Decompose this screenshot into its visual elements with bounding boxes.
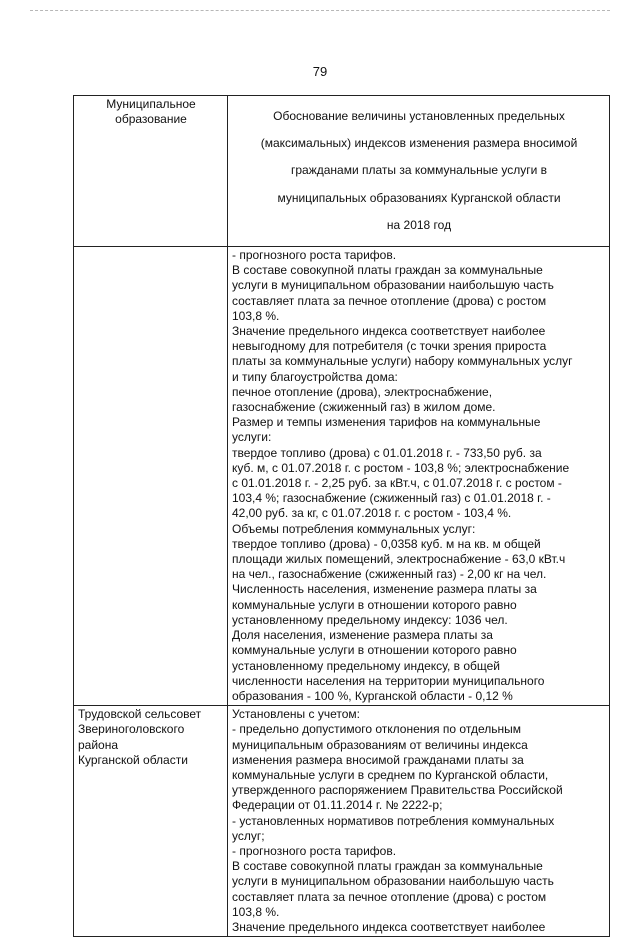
justification-cell [228, 247, 610, 706]
text-line: Звериноголовского [78, 722, 185, 737]
table-row [74, 706, 610, 937]
text-line: установленному предельному индексу: 1036 чел. [232, 612, 508, 627]
tariff-index-table [73, 95, 610, 937]
text-line: утвержденного распоряжением Правительства Российской [232, 783, 563, 798]
text-line: образования - 100 %, Курганской области - 0,12 % [232, 688, 513, 703]
text-line: с 01.01.2018 г. - 2,25 руб. за кВт.ч, с 01.07.2018 г. с ростом - [232, 476, 562, 491]
text-line: куб. м, с 01.07.2018 г. с ростом - 103,8 %; электроснабжение [232, 460, 570, 475]
page-number: 79 [312, 64, 328, 79]
scan-artifact-line [30, 10, 610, 15]
text-line: услуги: [232, 430, 272, 445]
text-line: Курганской области [78, 752, 188, 767]
text-line: на чел., газоснабжение (сжиженный газ) - 2,00 кг на чел. [232, 567, 547, 582]
text-line: коммунальные услуги в отношении которого равно [232, 597, 517, 612]
text-line: 103,4 %; газоснабжение (сжиженный газ) с 01.01.2018 г. - [232, 491, 551, 506]
justification-cell [228, 706, 610, 937]
municipality-lines [78, 707, 224, 768]
text-line: услуг; [232, 828, 265, 843]
text-line: коммунальные услуги в среднем по Курганской области, [232, 767, 549, 782]
text-line: газоснабжение (сжиженный газ) в жилом доме. [232, 400, 496, 415]
text-line: 103,8 %. [232, 904, 280, 919]
text-line: установленному предельному индексу, в общей [232, 658, 500, 673]
text-line: района [78, 737, 119, 752]
text-line: 103,8 %. [232, 308, 280, 323]
text-line: на 2018 год [386, 217, 452, 232]
justification-lines [232, 707, 606, 935]
header-justification-lines [232, 109, 606, 233]
text-line: муниципальным образованиям от величины индекса [232, 737, 528, 752]
text-line: Значение предельного индекса соответствует наиболее [232, 324, 546, 339]
text-line: платы за коммунальные услуги) набору коммунальных услуг [232, 354, 573, 369]
text-line: муниципальных образованиях Курганской области [277, 190, 561, 205]
text-line: невыгодному для потребителя (с точки зрения прироста [232, 339, 547, 354]
text-line: коммунальные услуги в отношении которого равно [232, 643, 517, 658]
text-line: численности населения на территории муниципального [232, 673, 545, 688]
text-line: Размер и темпы изменения тарифов на коммунальные [232, 415, 541, 430]
text-line: Численность населения, изменение размера платы за [232, 582, 537, 597]
text-line: услуги в муниципальном образовании наибольшую часть [232, 874, 554, 889]
text-line: Доля населения, изменение размера платы за [232, 628, 493, 643]
text-line: В составе совокупной платы граждан за коммунальные [232, 263, 543, 278]
text-line: - прогнозного роста тарифов. [232, 843, 397, 858]
text-line: Значение предельного индекса соответствует наиболее [232, 919, 546, 934]
text-line: - предельно допустимого отклонения по отдельным [232, 722, 521, 737]
table-row [74, 247, 610, 706]
justification-lines [232, 248, 606, 704]
text-line: 42,00 руб. за кг, с 01.07.2018 г. с ростом - 103,4 %. [232, 506, 512, 521]
text-line: В составе совокупной платы граждан за коммунальные [232, 859, 543, 874]
text-line: печное отопление (дрова), электроснабжение, [232, 384, 493, 399]
text-line: Установлены с учетом: [232, 707, 360, 722]
text-line: твердое топливо (дрова) - 0,0358 куб. м на кв. м общей [232, 536, 541, 551]
text-line: твердое топливо (дрова) с 01.01.2018 г. - 733,50 руб. за [232, 445, 542, 460]
header-justification [228, 96, 610, 247]
text-line: составляет плата за печное отопление (дрова) с ростом [232, 293, 547, 308]
table-header-row [74, 96, 610, 247]
text-line: (максимальных) индексов изменения размера вносимой [260, 136, 578, 151]
text-line: Объемы потребления коммунальных услуг: [232, 521, 476, 536]
text-line: составляет плата за печное отопление (дрова) с ростом [232, 889, 547, 904]
municipality-cell [74, 247, 228, 706]
text-line: площади жилых помещений, электроснабжение - 63,0 кВт.ч [232, 552, 566, 567]
text-line: Федерации от 01.11.2014 г. № 2222-р; [232, 798, 443, 813]
municipality-cell [74, 706, 228, 937]
text-line: - прогнозного роста тарифов. [232, 248, 397, 263]
text-line: Трудовской сельсовет [78, 707, 202, 722]
text-line: и типу благоустройства дома: [232, 369, 398, 384]
header-municipality: Муниципальное образование [74, 96, 228, 247]
text-line: услуги в муниципальном образовании наибольшую часть [232, 278, 554, 293]
text-line: - установленных нормативов потребления коммунальных [232, 813, 555, 828]
text-line: изменения размера вносимой гражданами платы за [232, 752, 524, 767]
text-line: Обоснование величины установленных предельных [273, 109, 565, 123]
text-line: гражданами платы за коммунальные услуги в [290, 163, 548, 178]
